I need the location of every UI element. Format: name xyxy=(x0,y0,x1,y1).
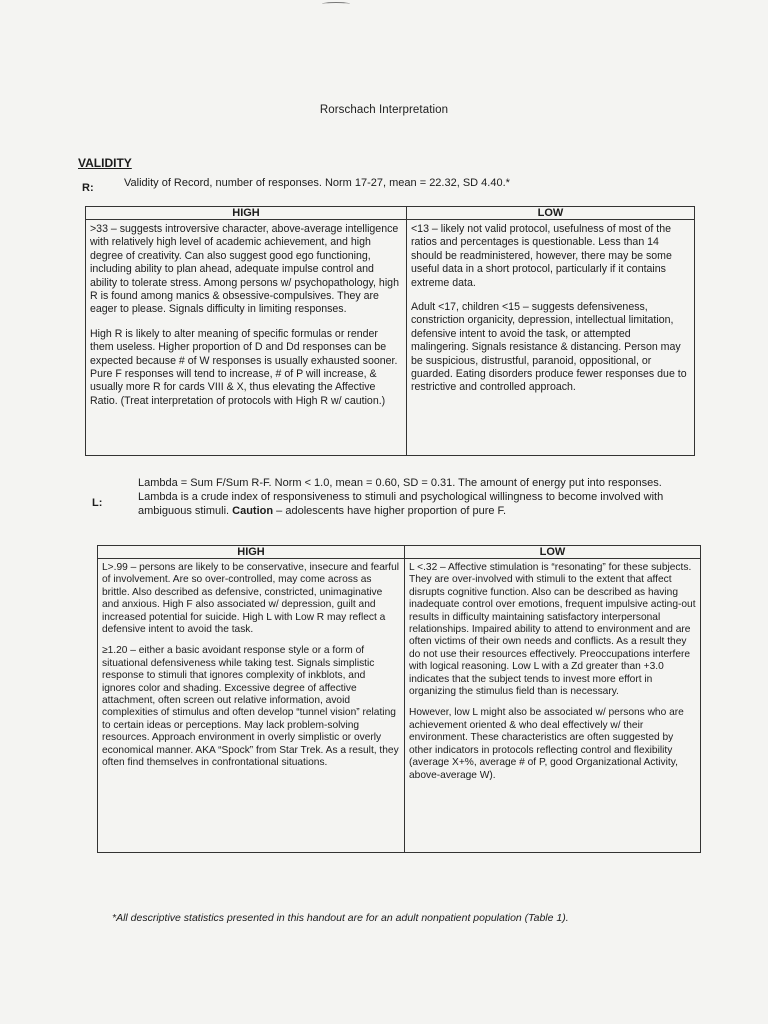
l-high-cell xyxy=(98,559,405,853)
scan-mark xyxy=(322,2,350,6)
r-high-paragraph: High R is likely to alter meaning of specific formulas or render them useless. Higher proportion of D and Dd responses can be expected because # of W responses is usually exhausted sooner. Pure F responses will tend to increase, # of P will increase, & usually more R for cards VIII & X, thus elevating the Affective Ratio. (Treat interpretation of protocols with High R w/ caution.) xyxy=(90,327,398,407)
l-description-text: Lambda = Sum F/Sum R-F. Norm < 1.0, mean = 0.60, SD = 0.31. The amount of energy put into responses. Lambda is a crude index of responsiveness to stimuli and psychological willingness to become involved with ambiguous stimuli. xyxy=(138,477,664,517)
r-high-paragraph: >33 – suggests introversive character, above-average intelligence with relatively high level of academic achievement, and high degree of creativity. Can also suggest good ego functioning, including ability to plan ahead, adequate impulse control and ability to tolerate stress. Among persons w/ psychopathology, high R is found among manics & obsessive-compulsives. They are eager to please. Signals difficulty in limiting responses. xyxy=(90,223,399,316)
r-low-paragraph: <13 – likely not valid protocol, usefulness of most of the ratios and percentages is questionable. Less than 14 should be readministered, however, there may be some useful data in a short protocol, particularly if it contains extreme data. xyxy=(411,223,672,289)
l-high-paragraph: ≥1.20 – either a basic avoidant response style or a form of situational defensiveness while taking test. Signals simplistic response to stimuli that ignores complexity of inkblots, and ignores color and shading. Excessive degree of affective attachment, often screen out relative information, avoid complexities of stimulus and often develop “tunnel vision” relating to certain ideas or perceptions. May lack problem-solving resources. Approach environment in overly simplistic or overly economical manner. AKA “Spock” from Star Trek. As a result, they often find themselves in confrontational situations. xyxy=(102,645,399,769)
r-table-row xyxy=(86,220,695,456)
l-table-header-row xyxy=(98,546,701,559)
l-label: L: xyxy=(92,497,103,509)
l-low-header: LOW xyxy=(405,546,701,559)
r-table xyxy=(85,206,695,456)
page-title: Rorschach Interpretation xyxy=(319,104,449,116)
r-low-cell xyxy=(407,220,695,456)
r-low-header: LOW xyxy=(407,207,695,220)
l-low-paragraph: L <.32 – Affective stimulation is “resonating” for these subjects. They are over-involved with stimuli to the extent that affect disrupts cognitive function. Also can be described as having inadequate control over emotions, frequent impulsive acting-out results in difficulty maintaining satisfactory interpersonal relationships. Impaired ability to attend to environment and are often victims of their own needs and conflicts. As a result they do not use their resources effectively. Preoccupations interfere with logical reasoning. Low L with a Zd greater than +3.0 indicates that the subject tends to invest more effort in organizing the stimulus field than is necessary. xyxy=(409,562,696,698)
l-table-row xyxy=(98,559,701,853)
l-caution: Caution xyxy=(232,505,274,517)
l-high-paragraph: L>.99 – persons are likely to be conservative, insecure and fearful of involvement. Are so over-controlled, may come across as brittle. Also described as defensive, constricted, unimaginative and anxious. High F also associated w/ depression, guilt and increased potential for suicide. High L with Low R may reflect a defensive intent to avoid the task. xyxy=(102,562,400,636)
l-low-paragraph: However, low L might also be associated w/ persons who are achievement oriented & who deal effectively w/ their environment. These characteristics are often suggested by other indicators in protocols reflecting control and flexibility (average X+%, average # of P, good Organizational Activity, above-average W). xyxy=(409,707,684,781)
r-table-header-row xyxy=(86,207,695,220)
r-high-header: HIGH xyxy=(86,207,407,220)
l-high-header: HIGH xyxy=(98,546,405,559)
l-description xyxy=(138,476,668,518)
r-description: Validity of Record, number of responses. Norm 17-27, mean = 22.32, SD 4.40.* xyxy=(124,177,510,189)
l-description-tail: – adolescents have higher proportion of pure F. xyxy=(273,505,507,517)
section-heading-validity: VALIDITY xyxy=(78,156,132,170)
footnote: *All descriptive statistics presented in this handout are for an adult nonpatient population (Table 1). xyxy=(112,912,569,924)
r-label: R: xyxy=(82,182,94,194)
l-table xyxy=(97,545,701,853)
l-low-cell xyxy=(405,559,701,853)
r-low-paragraph: Adult <17, children <15 – suggests defensiveness, constriction organicity, depression, intellectual limitation, defensive intent to avoid the task, or attempted malingering. Signals resistance & distancing. Person may be suspicious, distrustful, paranoid, oppositional, or guarded. Eating disorders produce fewer responses due to restrictive and controlled approach. xyxy=(411,301,687,394)
r-high-cell xyxy=(86,220,407,456)
